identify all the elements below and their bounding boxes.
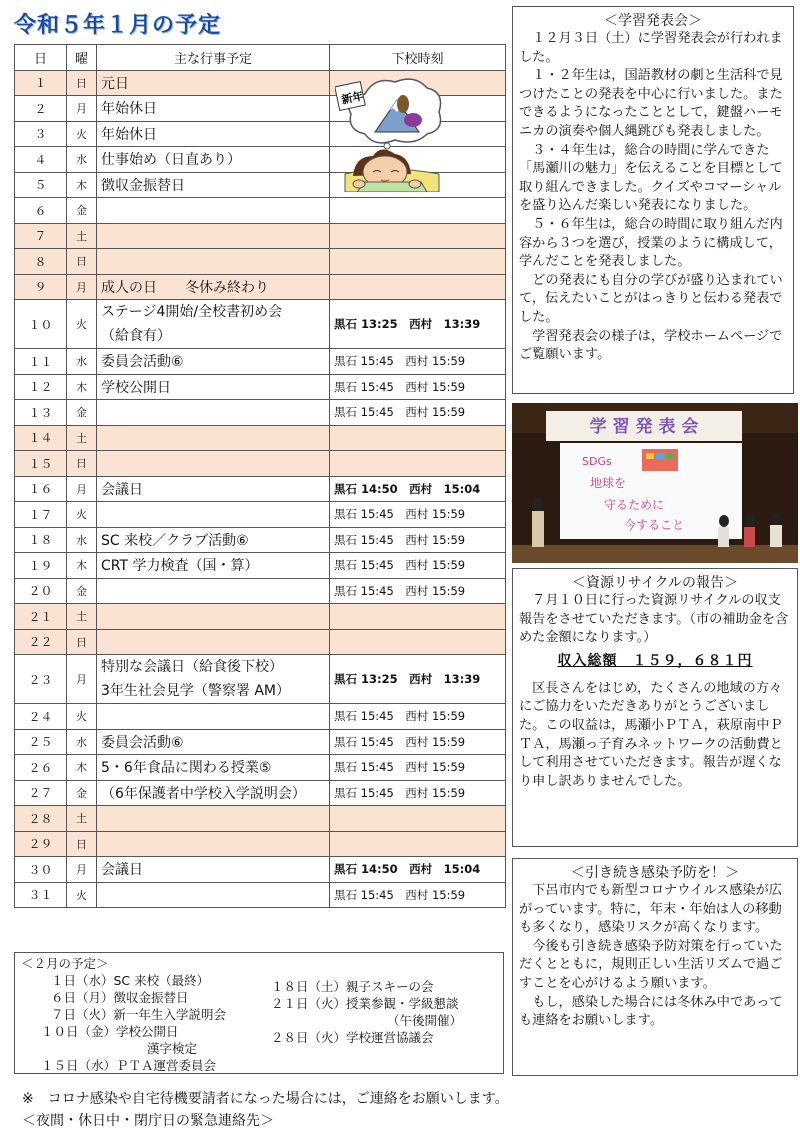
weekday-cell: 土 [67, 223, 97, 249]
event-text-line2: （給食有） [101, 328, 171, 344]
event-cell [97, 831, 330, 857]
header-dismissal-time: 下校時刻 [330, 45, 506, 71]
weekday-cell: 日 [67, 831, 97, 857]
day-cell: ３０ [15, 857, 67, 883]
table-row [15, 655, 506, 704]
footer-emergency-contact-heading: ＜夜間・休日中・閉庁日の緊急連絡先＞ [22, 1113, 274, 1129]
day-cell: ３１ [15, 882, 67, 908]
february-right-item: ２８日（火）学校運営協議会 [271, 1030, 434, 1045]
event-cell [97, 578, 330, 604]
event-text: 委員会活動⑥ [101, 734, 184, 751]
event-text: 徴収金振替日 [101, 177, 185, 194]
table-row [15, 249, 506, 275]
event-cell [97, 425, 330, 451]
day-cell: ２６ [15, 755, 67, 781]
table-row [15, 425, 506, 451]
day-cell: ２９ [15, 831, 67, 857]
day-cell: ５ [15, 172, 67, 198]
table-row [15, 780, 506, 806]
weekday-cell: 土 [67, 806, 97, 832]
table-row [15, 274, 506, 300]
table-header-row [15, 45, 506, 71]
february-left-item: 漢字検定 [147, 1041, 198, 1056]
day-cell: ２ [15, 96, 67, 122]
event-cell [97, 729, 330, 755]
event-cell [97, 882, 330, 908]
table-row [15, 806, 506, 832]
weekday-cell: 日 [67, 629, 97, 655]
dismissal-time-cell: 黒石 15:45 西村 15:59 [330, 527, 506, 553]
dismissal-time-cell [330, 806, 506, 832]
table-row [15, 476, 506, 502]
weekday-cell: 月 [67, 274, 97, 300]
infection-paragraph: 下呂市内でも新型コロナウイルス感染が広がっています。特に，年末・年始は人の移動も多くなり，感染リスクが高くなります。 [519, 883, 782, 936]
table-row [15, 553, 506, 579]
presentation-paragraph: 学習発表会の様子は，学校ホームページでご覧願います。 [519, 328, 783, 363]
event-cell [97, 374, 330, 400]
february-heading: ＜２月の予定＞ [21, 956, 109, 971]
weekday-cell: 火 [67, 704, 97, 730]
event-text: 委員会活動⑥ [101, 354, 184, 371]
dismissal-time-cell [330, 831, 506, 857]
learning-presentation-section [512, 6, 794, 394]
dismissal-time-cell: 黒石 13:25 西村 13:39 [330, 300, 506, 349]
february-left-item: １日（水）SC 来校（最終） [51, 973, 210, 988]
recycle-heading: ＜資源リサイクルの報告＞ [571, 575, 739, 591]
event-text: 会議日 [101, 862, 143, 879]
weekday-cell: 水 [67, 349, 97, 375]
event-cell [97, 476, 330, 502]
event-text: 5・6年食品に関わる授業⑤ [101, 760, 272, 777]
table-row [15, 578, 506, 604]
day-cell: ４ [15, 147, 67, 173]
footer-notes [22, 1088, 509, 1132]
february-left-item: １０日（金）学校公開日 [41, 1024, 179, 1039]
event-cell [97, 527, 330, 553]
table-row [15, 729, 506, 755]
dismissal-time-cell: 黒石 15:45 西村 15:59 [330, 704, 506, 730]
stage-scene-graphic [512, 403, 798, 563]
weekday-cell: 火 [67, 121, 97, 147]
day-cell: ６ [15, 198, 67, 224]
table-row [15, 223, 506, 249]
event-cell [97, 70, 330, 96]
weekday-cell: 土 [67, 604, 97, 630]
event-text: 年始休日 [101, 126, 157, 143]
event-cell [97, 806, 330, 832]
dismissal-time-cell: 黒石 15:45 西村 15:59 [330, 349, 506, 375]
weekday-cell: 水 [67, 147, 97, 173]
dismissal-time-cell [330, 604, 506, 630]
dismissal-time-cell: 黒石 14:50 西村 15:04 [330, 476, 506, 502]
february-left-item: ６日（月）徴収金振替日 [51, 990, 189, 1005]
day-cell: １９ [15, 553, 67, 579]
event-cell [97, 655, 330, 704]
weekday-cell: 金 [67, 578, 97, 604]
table-row [15, 198, 506, 224]
event-cell [97, 96, 330, 122]
infection-prevention-section [512, 858, 798, 1076]
page-title: 令和５年１月の予定 [14, 13, 222, 38]
event-text-line2: 3年生社会見学（警察署 AM） [101, 683, 291, 699]
dismissal-time-cell [330, 249, 506, 275]
event-cell [97, 629, 330, 655]
february-right-item: （午後開催） [387, 1013, 463, 1028]
event-cell [97, 249, 330, 275]
infection-heading: ＜引き続き感染予防を！＞ [571, 865, 739, 881]
header-day: 日 [15, 45, 67, 71]
day-cell: ２０ [15, 578, 67, 604]
day-cell: ８ [15, 249, 67, 275]
photo-screen-line: 今すること [624, 518, 685, 532]
photo-screen-line: 守るために [604, 498, 665, 512]
february-right-item: ２１日（火）授業参観・学級懇談 [271, 996, 459, 1011]
day-cell: １８ [15, 527, 67, 553]
presentation-paragraph: １２月３日（土）に学習発表会が行われました。 [519, 31, 783, 65]
event-text: SC 来校／クラブ活動⑥ [101, 532, 249, 549]
recycling-report-section [512, 568, 798, 847]
day-cell: １１ [15, 349, 67, 375]
photo-screen-line: SDGs [582, 455, 612, 468]
weekday-cell: 金 [67, 400, 97, 426]
recycle-intro: ７月１０日に行った資源リサイクルの収支報告をさせていただきます。（市の補助金を含めた金額になります。） [519, 593, 789, 646]
event-text: 成人の日 冬休み終わり [101, 279, 269, 296]
dismissal-time-cell: 黒石 13:25 西村 13:39 [330, 655, 506, 704]
february-schedule-box [14, 952, 504, 1074]
dismissal-time-cell: 黒石 15:45 西村 15:59 [330, 400, 506, 426]
event-cell [97, 553, 330, 579]
day-cell: ２７ [15, 780, 67, 806]
event-cell [97, 780, 330, 806]
event-cell [97, 198, 330, 224]
table-row [15, 502, 506, 528]
table-row [15, 400, 506, 426]
february-right-item: １８日（土）親子スキーの会 [271, 979, 434, 994]
event-text: ステージ4開始/全校書初め会 [101, 304, 283, 320]
event-cell [97, 451, 330, 477]
table-row [15, 604, 506, 630]
cartoon-sign-text: 新年 [340, 89, 365, 107]
day-cell: ２３ [15, 655, 67, 704]
weekday-cell: 日 [67, 451, 97, 477]
day-cell: １６ [15, 476, 67, 502]
weekday-cell: 火 [67, 300, 97, 349]
day-cell: ７ [15, 223, 67, 249]
dismissal-time-cell [330, 451, 506, 477]
event-cell [97, 604, 330, 630]
weekday-cell: 木 [67, 553, 97, 579]
event-cell [97, 121, 330, 147]
table-row [15, 882, 506, 908]
february-left-item: １５日（水）ＰＴＡ運営委員会 [41, 1058, 217, 1073]
dismissal-time-cell: 黒石 15:45 西村 15:59 [330, 729, 506, 755]
recycle-income-total: 収入総額 １５９，６８１円 [557, 652, 753, 669]
presentation-paragraph: １・２年生は，国語教材の劇と生活科で見つけたことの発表を中心に行いました。またできるようになったこととして，鍵盤ハーモニカの演奏や個人縄跳びも発表しました。 [519, 68, 783, 139]
dismissal-time-cell: 黒石 15:45 西村 15:59 [330, 780, 506, 806]
event-cell [97, 400, 330, 426]
dismissal-time-cell [330, 274, 506, 300]
dismissal-time-cell: 黒石 15:45 西村 15:59 [330, 374, 506, 400]
dismissal-time-cell [330, 198, 506, 224]
weekday-cell: 月 [67, 857, 97, 883]
schedule-body [15, 70, 506, 908]
dismissal-time-cell [330, 629, 506, 655]
day-cell: ３ [15, 121, 67, 147]
event-cell [97, 172, 330, 198]
event-cell [97, 147, 330, 173]
event-cell [97, 755, 330, 781]
event-cell [97, 704, 330, 730]
table-row [15, 451, 506, 477]
recycle-body: 区長さんをはじめ，たくさんの地域の方々にご協力をいただきありがとうございました。この収益は，馬瀬小ＰＴＡ，萩原南中ＰＴＡ，馬瀬っ子育みネットワークの活動費として利用させていただきます。報告が遅くなり申し訳ありませんでした。 [519, 680, 783, 789]
footer-note: ※ コロナ感染や自宅待機要請者になった場合には，ご連絡をお願いします。 [22, 1091, 509, 1107]
day-cell: １２ [15, 374, 67, 400]
presentation-heading: ＜学習発表会＞ [604, 13, 702, 29]
table-row [15, 629, 506, 655]
dismissal-time-cell: 黒石 15:45 西村 15:59 [330, 553, 506, 579]
day-cell: ２５ [15, 729, 67, 755]
new-year-dream-illustration [335, 74, 447, 192]
day-cell: １０ [15, 300, 67, 349]
infection-paragraph: 今後も引き続き感染予防対策を行っていただくとともに，規則正しい生活リズムで過ごすことを心がけるよう願います。 [519, 938, 783, 991]
table-row [15, 527, 506, 553]
photo-screen-line: 地球を [590, 476, 627, 490]
dismissal-time-cell [330, 223, 506, 249]
event-text: 会議日 [101, 481, 143, 498]
table-row [15, 349, 506, 375]
table-row [15, 300, 506, 349]
february-left-item: ７日（火）新一年生入学説明会 [51, 1007, 227, 1022]
infection-paragraph: もし，感染した場合には冬休み中であっても連絡をお願いします。 [519, 994, 783, 1029]
table-row [15, 831, 506, 857]
header-event: 主な行事予定 [97, 45, 330, 71]
event-text: CRT 学力検査（国・算） [101, 558, 259, 575]
event-cell [97, 349, 330, 375]
dismissal-time-cell: 黒石 15:45 西村 15:59 [330, 755, 506, 781]
weekday-cell: 月 [67, 96, 97, 122]
day-cell: １３ [15, 400, 67, 426]
dismissal-time-cell: 黒石 15:45 西村 15:59 [330, 502, 506, 528]
dismissal-time-cell [330, 425, 506, 451]
event-cell [97, 300, 330, 349]
weekday-cell: 水 [67, 527, 97, 553]
dismissal-time-cell: 黒石 15:45 西村 15:59 [330, 578, 506, 604]
weekday-cell: 月 [67, 476, 97, 502]
presentation-paragraph: どの発表にも自分の学びが盛り込まれていて，伝えたいことがはっきりと伝わる発表でした。 [519, 272, 783, 325]
weekday-cell: 木 [67, 374, 97, 400]
event-cell [97, 223, 330, 249]
day-cell: ９ [15, 274, 67, 300]
day-cell: ２２ [15, 629, 67, 655]
table-row [15, 704, 506, 730]
event-text: 特別な会議日（給食後下校） [101, 659, 283, 675]
day-cell: １７ [15, 502, 67, 528]
table-row [15, 857, 506, 883]
event-text: 年始休日 [101, 101, 157, 118]
weekday-cell: 土 [67, 425, 97, 451]
weekday-cell: 火 [67, 502, 97, 528]
day-cell: １ [15, 70, 67, 96]
table-row [15, 755, 506, 781]
day-cell: ２４ [15, 704, 67, 730]
event-text: （6年保護者中学校入学説明会） [101, 785, 306, 802]
weekday-cell: 木 [67, 755, 97, 781]
event-cell [97, 502, 330, 528]
weekday-cell: 月 [67, 655, 97, 704]
day-cell: １４ [15, 425, 67, 451]
event-text: 仕事始め（日直あり） [101, 152, 241, 169]
weekday-cell: 日 [67, 249, 97, 275]
weekday-cell: 火 [67, 882, 97, 908]
day-cell: １５ [15, 451, 67, 477]
weekday-cell: 金 [67, 780, 97, 806]
day-cell: ２１ [15, 604, 67, 630]
dismissal-time-cell: 黒石 15:45 西村 15:59 [330, 882, 506, 908]
photo-banner-text: 学 習 発 表 会 [589, 417, 699, 437]
weekday-cell: 木 [67, 172, 97, 198]
dismissal-time-cell: 黒石 14:50 西村 15:04 [330, 857, 506, 883]
table-row [15, 374, 506, 400]
presentation-photo [512, 403, 798, 563]
header-weekday: 曜 [67, 45, 97, 71]
weekday-cell: 水 [67, 729, 97, 755]
weekday-cell: 金 [67, 198, 97, 224]
event-cell [97, 274, 330, 300]
weekday-cell: 日 [67, 70, 97, 96]
event-text: 元日 [101, 75, 129, 92]
day-cell: ２８ [15, 806, 67, 832]
event-text: 学校公開日 [101, 379, 171, 396]
event-cell [97, 857, 330, 883]
presentation-paragraph: ３・４年生は，総合の時間に学んできた「馬瀬川の魅力」を伝えることを目標として取り組んできました。クイズやコマーシャルを盛り込んだ楽しい発表になりました。 [519, 142, 783, 214]
presentation-paragraph: ５・６年生は，総合の時間に取り組んだ内容から３つを選び，授業のように構成して，学んだことを発表しました。 [519, 216, 783, 270]
